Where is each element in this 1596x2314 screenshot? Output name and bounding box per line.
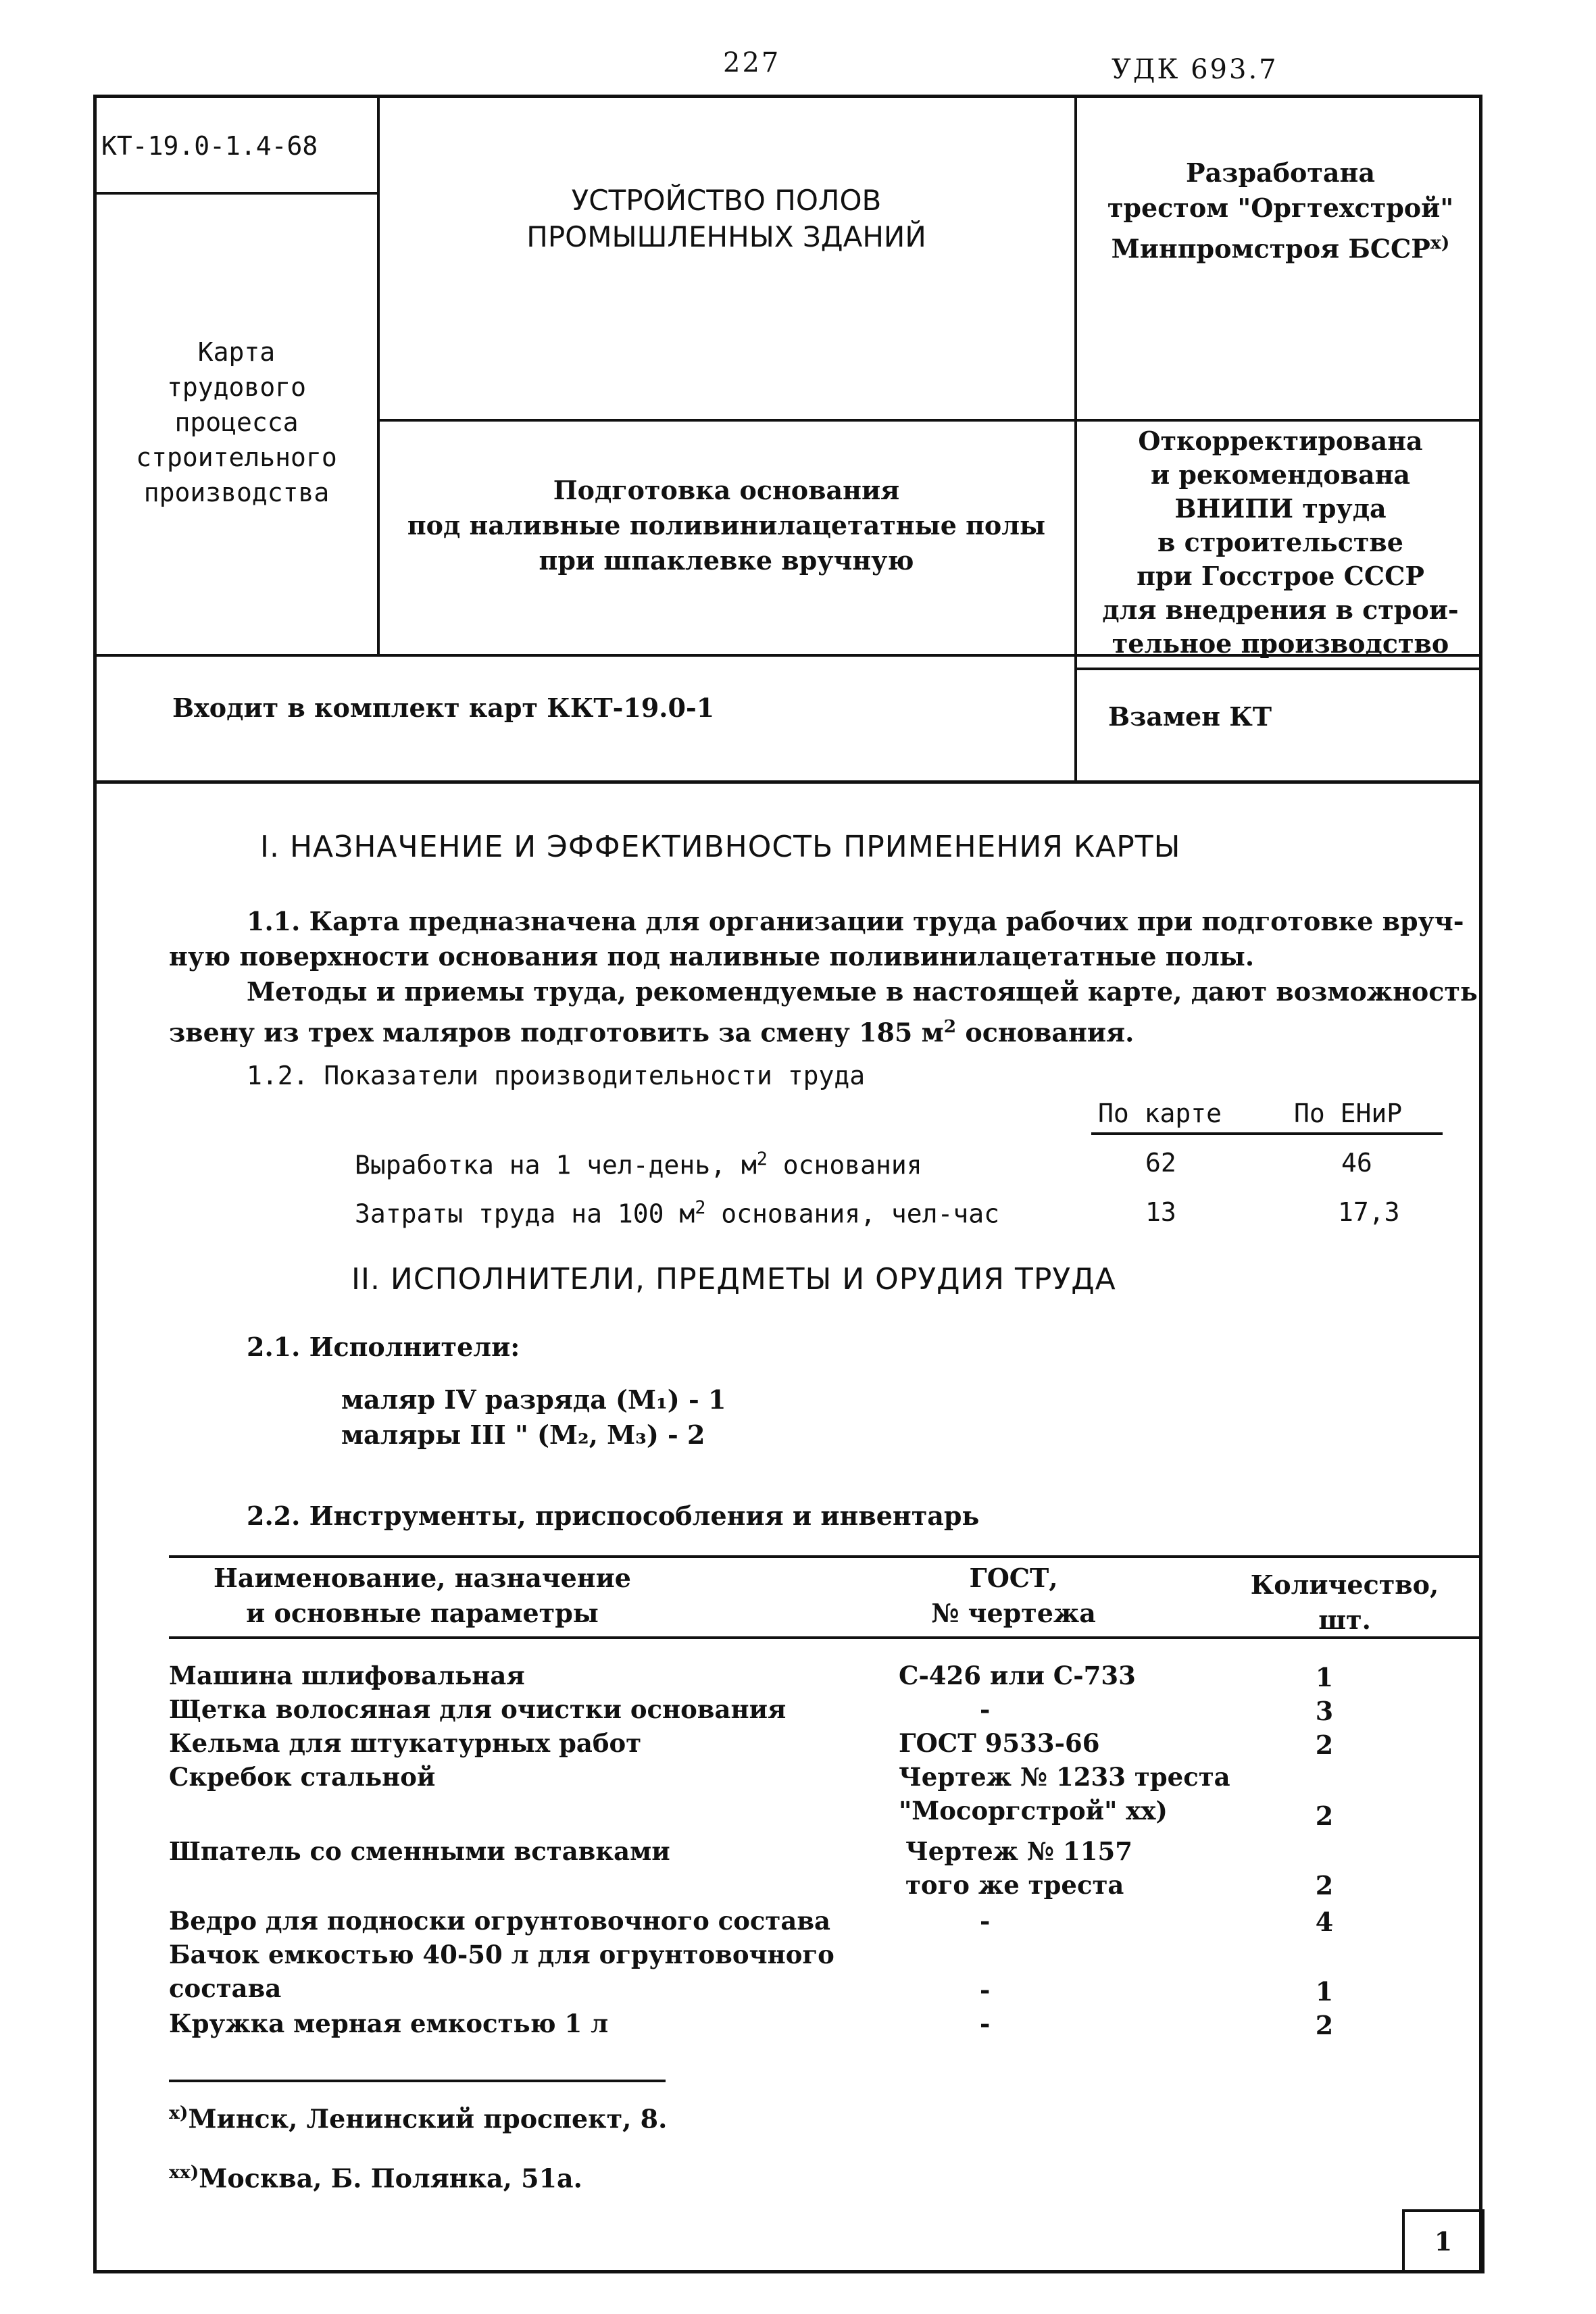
divider — [1091, 1132, 1443, 1135]
tool-qty: 3 — [1315, 1696, 1334, 1726]
tool-qty: 1 — [1315, 1976, 1334, 2007]
divider — [93, 780, 1482, 784]
section-2-title: II. ИСПОЛНИТЕЛИ, ПРЕДМЕТЫ И ОРУДИЯ ТРУДА — [351, 1262, 1116, 1297]
tool-name: Скребок стальной — [169, 1762, 436, 1792]
tool-name: Машина шлифовальная — [169, 1661, 525, 1690]
output-enir-value: 46 — [1341, 1148, 1372, 1178]
tool-gost: - — [980, 1694, 991, 1724]
divider — [1074, 668, 1482, 670]
divider — [1074, 95, 1077, 784]
labor-card-value: 13 — [1145, 1197, 1176, 1227]
tool-gost: ГОСТ 9533-66 — [899, 1728, 1100, 1758]
tool-name: Кружка мерная емкостью 1 л — [169, 2009, 609, 2038]
developed-by: Разработана трестом "Оргтехстрой" Минпромстроя $БССР^{х)}$ — [1107, 157, 1454, 264]
sheet-number: 1 — [1402, 2209, 1485, 2273]
tool-gost: - — [980, 1906, 991, 1936]
paragraph-1-1: 1.1. Карта предназначена для организации труда рабочих при подготовке вруч- — [247, 906, 1464, 936]
labor-enir-value: 17,3 — [1338, 1197, 1400, 1227]
divider — [169, 1636, 1482, 1639]
col-header-card: По карте — [1098, 1099, 1222, 1128]
replaces: Взамен КТ — [1108, 701, 1272, 732]
paragraph-1-2: 1.2. Показатели производительности труда — [247, 1061, 866, 1090]
col-header-enir: По ЕНиР — [1294, 1099, 1403, 1128]
footnote-2: $^{хх)}$Москва, Б. Полянка, 51а. — [169, 2162, 582, 2194]
table-header-gost: ГОСТ, № чертежа — [931, 1563, 1096, 1628]
tool-gost: С-426 или С-733 — [899, 1661, 1136, 1690]
worker-2: маляры III " (М₂, М₃) - 2 — [341, 1419, 705, 1450]
tool-qty: 1 — [1315, 1662, 1334, 1692]
section-1-title: I. НАЗНАЧЕНИЕ И ЭФФЕКТИВНОСТЬ ПРИМЕНЕНИЯ КАРТЫ — [260, 830, 1181, 864]
paragraph-2-1: 2.1. Исполнители: — [247, 1332, 520, 1362]
tool-qty: 2 — [1315, 1870, 1334, 1901]
tool-name: Ведро для подноски огрунтовочного состава — [169, 1906, 831, 1936]
paragraph-2-2: 2.2. Инструменты, приспособления и инвентарь — [247, 1501, 980, 1531]
labor-label: Затраты труда на 100 $м^2$ основания, чел-час — [355, 1197, 1000, 1229]
tool-gost: Чертеж № 1233 треста "Мосоргстрой" хх) — [899, 1762, 1230, 1826]
paragraph-1-1-cont: ную поверхности основания под наливные поливинилацетатные полы. — [169, 941, 1255, 972]
card-set: Входит в комплект карт ККТ-19.0-1 — [172, 693, 715, 723]
card-title: УСТРОЙСТВО ПОЛОВ ПРОМЫШЛЕННЫХ ЗДАНИЙ — [526, 184, 926, 253]
card-code: КТ-19.0-1.4-68 — [101, 131, 318, 161]
table-header-qty: Количество, шт. — [1250, 1569, 1439, 1635]
footnote-1: $^{х)}$Минск, Ленинский проспект, 8. — [169, 2103, 668, 2134]
page-number: 227 — [723, 47, 781, 78]
tool-name: Бачок емкостью 40-50 л для огрунтовочного состава — [169, 1940, 834, 2003]
worker-1: маляр IV разряда (М₁) - 1 — [341, 1384, 726, 1415]
udk-code: УДК 693.7 — [1112, 54, 1278, 85]
footnote-rule — [169, 2080, 666, 2082]
tool-qty: 2 — [1315, 1801, 1334, 1831]
tool-qty: 4 — [1315, 1907, 1334, 1937]
divider — [169, 1555, 1482, 1558]
paragraph-methods-cont: звену из трех маляров подготовить за смену 185 $м^2$ основания. — [169, 1016, 1134, 1048]
tool-name: Щетка волосяная для очистки основания — [169, 1694, 787, 1724]
tool-gost: - — [980, 1975, 991, 2005]
paragraph-methods: Методы и приемы труда, рекомендуемые в настоящей карте, дают возможность — [247, 976, 1478, 1007]
card-subtitle: Подготовка основания под наливные поливинилацетатные полы при шпаклевке вручную — [407, 475, 1046, 576]
divider — [377, 419, 1482, 422]
table-header-name: Наименование, назначение и основные параметры — [213, 1563, 631, 1628]
output-card-value: 62 — [1145, 1148, 1176, 1178]
tool-name: Шпатель со сменными вставками — [169, 1836, 670, 1866]
tool-gost: - — [980, 2009, 991, 2038]
tool-gost: Чертеж № 1157 того же треста — [905, 1836, 1132, 1900]
tool-qty: 2 — [1315, 2010, 1334, 2040]
tool-name: Кельма для штукатурных работ — [169, 1728, 642, 1758]
divider — [377, 95, 380, 655]
divider — [93, 192, 378, 195]
output-label: Выработка на 1 чел-день, $м^2$ основания — [355, 1149, 922, 1180]
corrected-by: Откорректирована и рекомендована ВНИПИ труда в строительстве при Госстрое СССР для внедрения в строи- тельное производство — [1102, 426, 1459, 659]
tool-qty: 2 — [1315, 1730, 1334, 1760]
card-type: Карта трудового процесса строительного производства — [136, 337, 337, 507]
